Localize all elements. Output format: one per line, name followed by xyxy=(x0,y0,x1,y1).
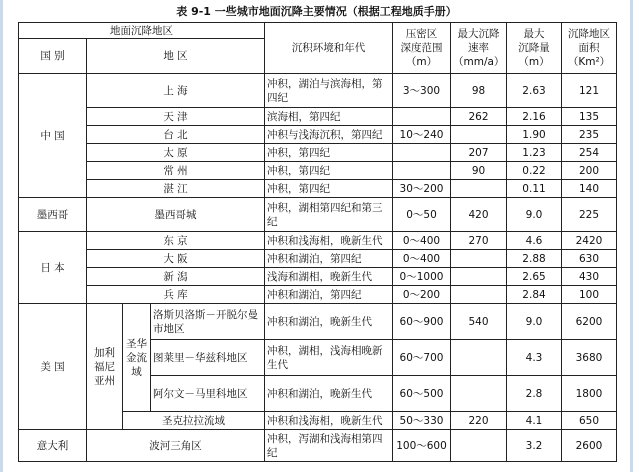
rate-cell: 98 xyxy=(451,74,507,108)
depth-cell: 100～600 xyxy=(393,430,451,462)
depth-cell: 60～700 xyxy=(393,340,451,376)
rate-cell: 262 xyxy=(451,108,507,126)
max-cell: 4.1 xyxy=(507,412,562,430)
max-cell: 9.0 xyxy=(507,198,562,232)
group-china: 中 国 xyxy=(19,74,87,198)
group-sanjoaquin: 圣华金流域 xyxy=(123,304,151,412)
env-cell: 冲积，湖相，浅海相晚新生代 xyxy=(265,340,393,376)
max-cell: 0.11 xyxy=(507,180,562,198)
header-rate xyxy=(451,23,507,74)
env-cell: 冲积，第四纪 xyxy=(265,162,393,180)
size-cell: 140 xyxy=(562,180,617,198)
rate-cell xyxy=(451,340,507,376)
header-env: 沉积环境和年代 xyxy=(265,23,393,74)
area-cell: 太 原 xyxy=(87,144,265,162)
depth-cell: 60～500 xyxy=(393,376,451,412)
rate-cell xyxy=(451,126,507,144)
area-cell: 新 潟 xyxy=(87,268,265,286)
env-cell: 冲积，湖相第四纪和第三纪 xyxy=(265,198,393,232)
rate-cell xyxy=(451,286,507,304)
env-cell: 冲积和湖泊，第四纪 xyxy=(265,286,393,304)
header-size-line2: 面积 xyxy=(578,42,600,54)
env-cell: 浅海和湖相，晚新生代 xyxy=(265,268,393,286)
max-cell: 2.84 xyxy=(507,286,562,304)
rate-cell: 270 xyxy=(451,232,507,250)
area-cell: 天 津 xyxy=(87,108,265,126)
rate-cell: 207 xyxy=(451,144,507,162)
size-cell: 235 xyxy=(562,126,617,144)
depth-cell: 50～330 xyxy=(393,412,451,430)
size-cell: 100 xyxy=(562,286,617,304)
area-cell: 大 阪 xyxy=(87,250,265,268)
rate-cell: 220 xyxy=(451,412,507,430)
size-cell: 135 xyxy=(562,108,617,126)
group-california: 加利福尼亚州 xyxy=(87,304,123,430)
rate-cell xyxy=(451,180,507,198)
table-caption: 表 9-1 一些城市地面沉降主要情况（根据工程地质手册） xyxy=(176,5,457,18)
env-cell: 冲积，湖泊与滨海相，第四纪 xyxy=(265,74,393,108)
area-cell: 洛斯贝洛斯－开脱尔曼市地区 xyxy=(151,304,265,340)
size-cell: 200 xyxy=(562,162,617,180)
rate-cell xyxy=(451,250,507,268)
depth-cell xyxy=(393,144,451,162)
env-cell: 冲积和湖泊，晚新生代 xyxy=(265,376,393,412)
size-cell: 650 xyxy=(562,412,617,430)
env-cell: 冲积，泻湖和浅海相第四纪 xyxy=(265,430,393,462)
depth-cell: 0～50 xyxy=(393,198,451,232)
area-cell: 台 北 xyxy=(87,126,265,144)
header-country: 国 别 xyxy=(19,39,87,74)
rate-cell: 90 xyxy=(451,162,507,180)
depth-cell: 0～1000 xyxy=(393,268,451,286)
env-cell: 冲积和浅海相，晚新生代 xyxy=(265,232,393,250)
header-max-line3: （m） xyxy=(518,56,550,68)
area-cell: 东 京 xyxy=(87,232,265,250)
group-usa: 美 国 xyxy=(19,304,87,430)
group-japan: 日 本 xyxy=(19,232,87,304)
size-cell: 630 xyxy=(562,250,617,268)
max-cell: 1.90 xyxy=(507,126,562,144)
size-cell: 121 xyxy=(562,74,617,108)
header-rate-line1: 最大沉降 xyxy=(457,28,500,40)
depth-cell: 0～400 xyxy=(393,250,451,268)
max-cell: 4.3 xyxy=(507,340,562,376)
window-border-left xyxy=(0,0,3,472)
rate-cell xyxy=(451,268,507,286)
size-cell: 254 xyxy=(562,144,617,162)
max-cell: 2.16 xyxy=(507,108,562,126)
header-size-line3: （Km²） xyxy=(567,56,611,68)
max-cell: 1.23 xyxy=(507,144,562,162)
depth-cell: 10～240 xyxy=(393,126,451,144)
env-cell: 冲积与浅海沉积，第四纪 xyxy=(265,126,393,144)
header-max-line2: 沉降量 xyxy=(518,42,550,54)
area-cell: 常 州 xyxy=(87,162,265,180)
max-cell: 4.6 xyxy=(507,232,562,250)
header-rate-line3: （mm/a） xyxy=(453,56,505,68)
area-cell: 阿尔文－马里科地区 xyxy=(151,376,265,412)
header-area-size xyxy=(562,23,617,74)
header-region-group: 地面沉降地区 xyxy=(19,23,265,39)
depth-cell: 3～300 xyxy=(393,74,451,108)
area-cell: 波河三角区 xyxy=(87,430,265,462)
env-cell: 滨海相，第四纪 xyxy=(265,108,393,126)
size-cell: 3680 xyxy=(562,340,617,376)
size-cell: 430 xyxy=(562,268,617,286)
max-cell: 0.22 xyxy=(507,162,562,180)
depth-cell: 0～400 xyxy=(393,232,451,250)
env-cell: 冲积和湖泊，晚新生代 xyxy=(265,304,393,340)
header-rate-line2: 速率 xyxy=(468,42,489,54)
max-cell: 2.63 xyxy=(507,74,562,108)
max-cell: 3.2 xyxy=(507,430,562,462)
max-cell: 2.65 xyxy=(507,268,562,286)
header-depth-line1: 压密区 xyxy=(405,28,438,40)
size-cell: 225 xyxy=(562,198,617,232)
max-cell: 9.0 xyxy=(507,304,562,340)
header-area: 地 区 xyxy=(87,39,265,74)
depth-cell: 0～200 xyxy=(393,286,451,304)
depth-cell xyxy=(393,162,451,180)
area-cell: 上 海 xyxy=(87,74,265,108)
size-cell: 2600 xyxy=(562,430,617,462)
area-cell: 图莱里－华兹科地区 xyxy=(151,340,265,376)
depth-cell: 60～900 xyxy=(393,304,451,340)
max-cell: 2.8 xyxy=(507,376,562,412)
header-depth xyxy=(393,23,451,74)
depth-cell: 30～200 xyxy=(393,180,451,198)
env-cell: 冲积和浅海相，晚新生代 xyxy=(265,412,393,430)
depth-cell xyxy=(393,108,451,126)
max-cell: 2.88 xyxy=(507,250,562,268)
rate-cell: 540 xyxy=(451,304,507,340)
header-depth-line2: 深度范围 xyxy=(400,42,443,54)
env-cell: 冲积和湖泊，第四纪 xyxy=(265,250,393,268)
header-size-line1: 沉降地区 xyxy=(568,28,610,40)
size-cell: 6200 xyxy=(562,304,617,340)
header-max xyxy=(507,23,562,74)
rate-cell xyxy=(451,430,507,462)
env-cell: 冲积，第四纪 xyxy=(265,144,393,162)
header-depth-line3: （m） xyxy=(405,56,438,68)
rate-cell: 420 xyxy=(451,198,507,232)
env-cell: 冲积，第四纪 xyxy=(265,180,393,198)
size-cell: 2420 xyxy=(562,232,617,250)
rate-cell xyxy=(451,376,507,412)
subsidence-table xyxy=(18,22,617,462)
area-cell: 圣克拉拉流域 xyxy=(123,412,265,430)
area-cell: 兵 库 xyxy=(87,286,265,304)
area-cell: 湛 江 xyxy=(87,180,265,198)
header-max-line1: 最大 xyxy=(523,28,545,40)
size-cell: 1800 xyxy=(562,376,617,412)
group-italy: 意大利 xyxy=(19,430,87,462)
area-cell: 墨西哥城 xyxy=(87,198,265,232)
group-mexico: 墨西哥 xyxy=(19,198,87,232)
